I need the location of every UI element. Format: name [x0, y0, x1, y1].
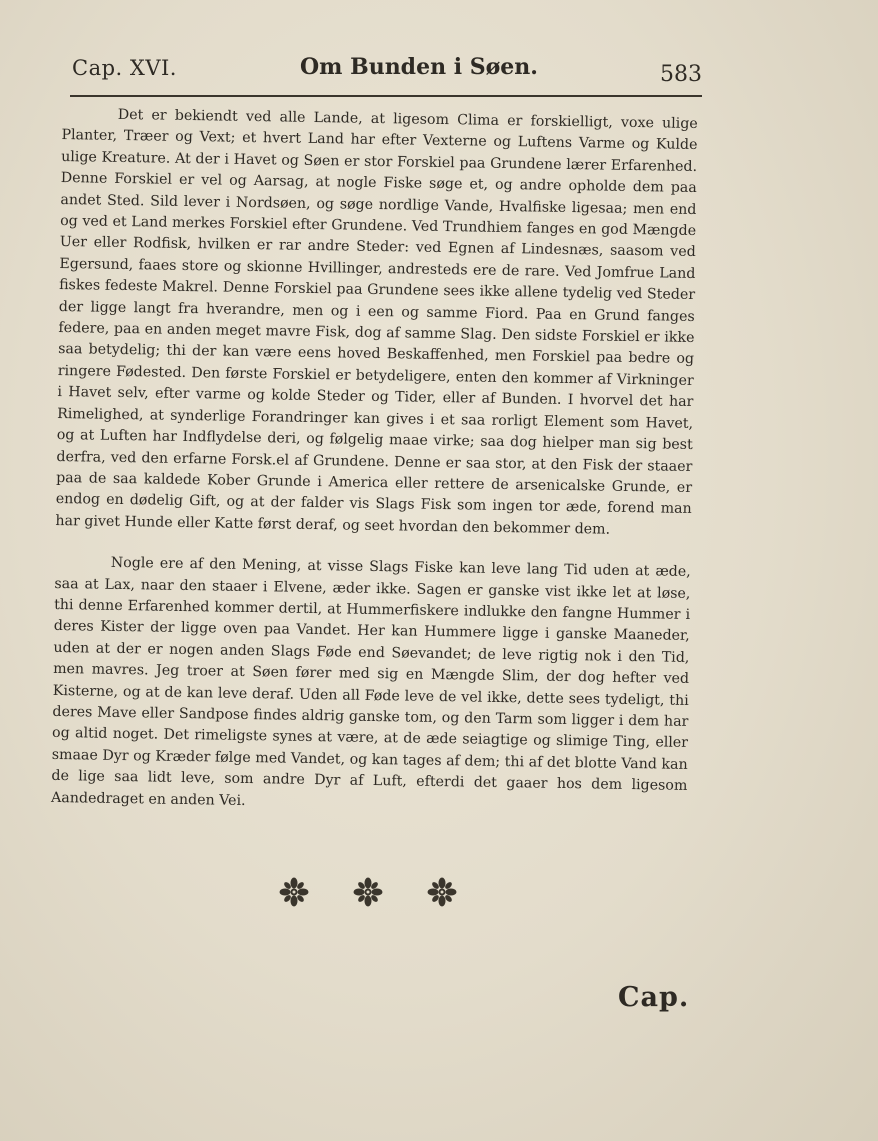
fleuron-icon — [426, 876, 458, 908]
page-header — [72, 52, 702, 92]
header-rule — [70, 95, 702, 97]
catchword: Cap. — [618, 982, 690, 1013]
page-number: 583 — [660, 62, 702, 87]
paragraph: Nogle ere af den Mening, at visse Slags Fiske kan leve lang Tid uden at æde, saa at Lax, naar den staaer i Elvene, æder ikke. Sagen er ganske vist ikke let at løse, thi denne Erfarenhed kommer dertil, at Hummerfiskere indlukke den fangne Hummer i deres Kister der ligge oven paa Vandet. Her kan Hummere ligge i ganske Maaneder, uden at der er nogen anden Slags Føde end Søevandet; de leve rigtig nok i den Tid, men mavres. Jeg troer at Søen fører med sig en Mængde Slim, der dog hefter ved Kisterne, og at de kan leve deraf. Uden all Føde leve de vel ikke, dette sees tydeligt, thi deres Mave eller Sandpose findes aldrig ganske tom, og den Tarm som ligger i dem har og altid noget. Det rimeligste synes at være, at de æde seiagtige og slimige Ting, eller smaae Dyr og Kræder følge med Vandet, og kan tages af dem; thi af det blotte Vand kan de lige saa lidt leve, som andre Dyr af Luft, efterdi det gaaer hos dem ligesom Aandedraget en anden Vei. — [50, 554, 691, 809]
body-text — [51, 104, 698, 819]
paragraph: Det er bekiendt ved alle Lande, at ligesom Clima er forskielligt, voxe ulige Planter, Træer og Vext; et hvert Land har efter Vexterne og Luftens Varme og Kulde ulige Kreature. At der i Havet og Søen er stor Forskiel paa Grundene lærer Erfarenhed. Denne Forskiel er vel og Aarsag, at nogle Fiske søge et, og andre opholde dem paa andet Sted. Sild lever i Nordsøen, og søge nordlige Vande, Hvalfiske ligesaa; men end og ved et Land merkes Forskiel efter Grundene. Ved Trundhiem fanges en god Mængde Uer eller Rodfisk, hvilken er rar andre Steder: ved Egnen af Lindesnæs, saasom ved Egersund, faaes store og skionne Hvillinger, andresteds ere de rare. Ved Jomfrue Land fiskes fedeste Makrel. Denne Forskiel paa Grundene sees ikke allene tydelig ved Steder der ligge langt fra hverandre, men og i een og samme Fiord. Paa en Grund fanges federe, paa en anden meget mavre Fisk, dog af samme Slag. Den sidste Forskiel er ikke saa betydelig; thi der kan være eens hoved Beskaffenhed, men Forskiel paa bedre og ringere Fødested. Den første Forskiel er betydeligere, enten den kommer af Virkninger i Havet selv, efter varme og kolde Steder og Tider, eller af Bunden. I hvorvel det har Rimelighed, at synderlige Forandringer kan gives i et saa rorligt Element som Havet, og at Luften har Indflydelse deri, og følgelig maae virke; saa dog hielper man sig best derfra, ved den erfarne Forsk.el af Grundene. Denne er saa stor, at den Fisk der staaer paa de saa kaldede Kober Grunde i America eller rettere de arsenicalske Grunde, er endog en dødelig Gift, og at der falder vis Slags Fisk som ingen tor æde, forend man har givet Hunde eller Katte først deraf, og seet hvordan den bekommer dem. — [55, 106, 698, 538]
fleuron-icon — [352, 876, 384, 908]
chapter-label: Cap. XVI. — [72, 56, 177, 80]
ornament-row — [278, 876, 458, 908]
running-title: Om Bunden i Søen. — [300, 54, 538, 80]
fleuron-icon — [278, 876, 310, 908]
